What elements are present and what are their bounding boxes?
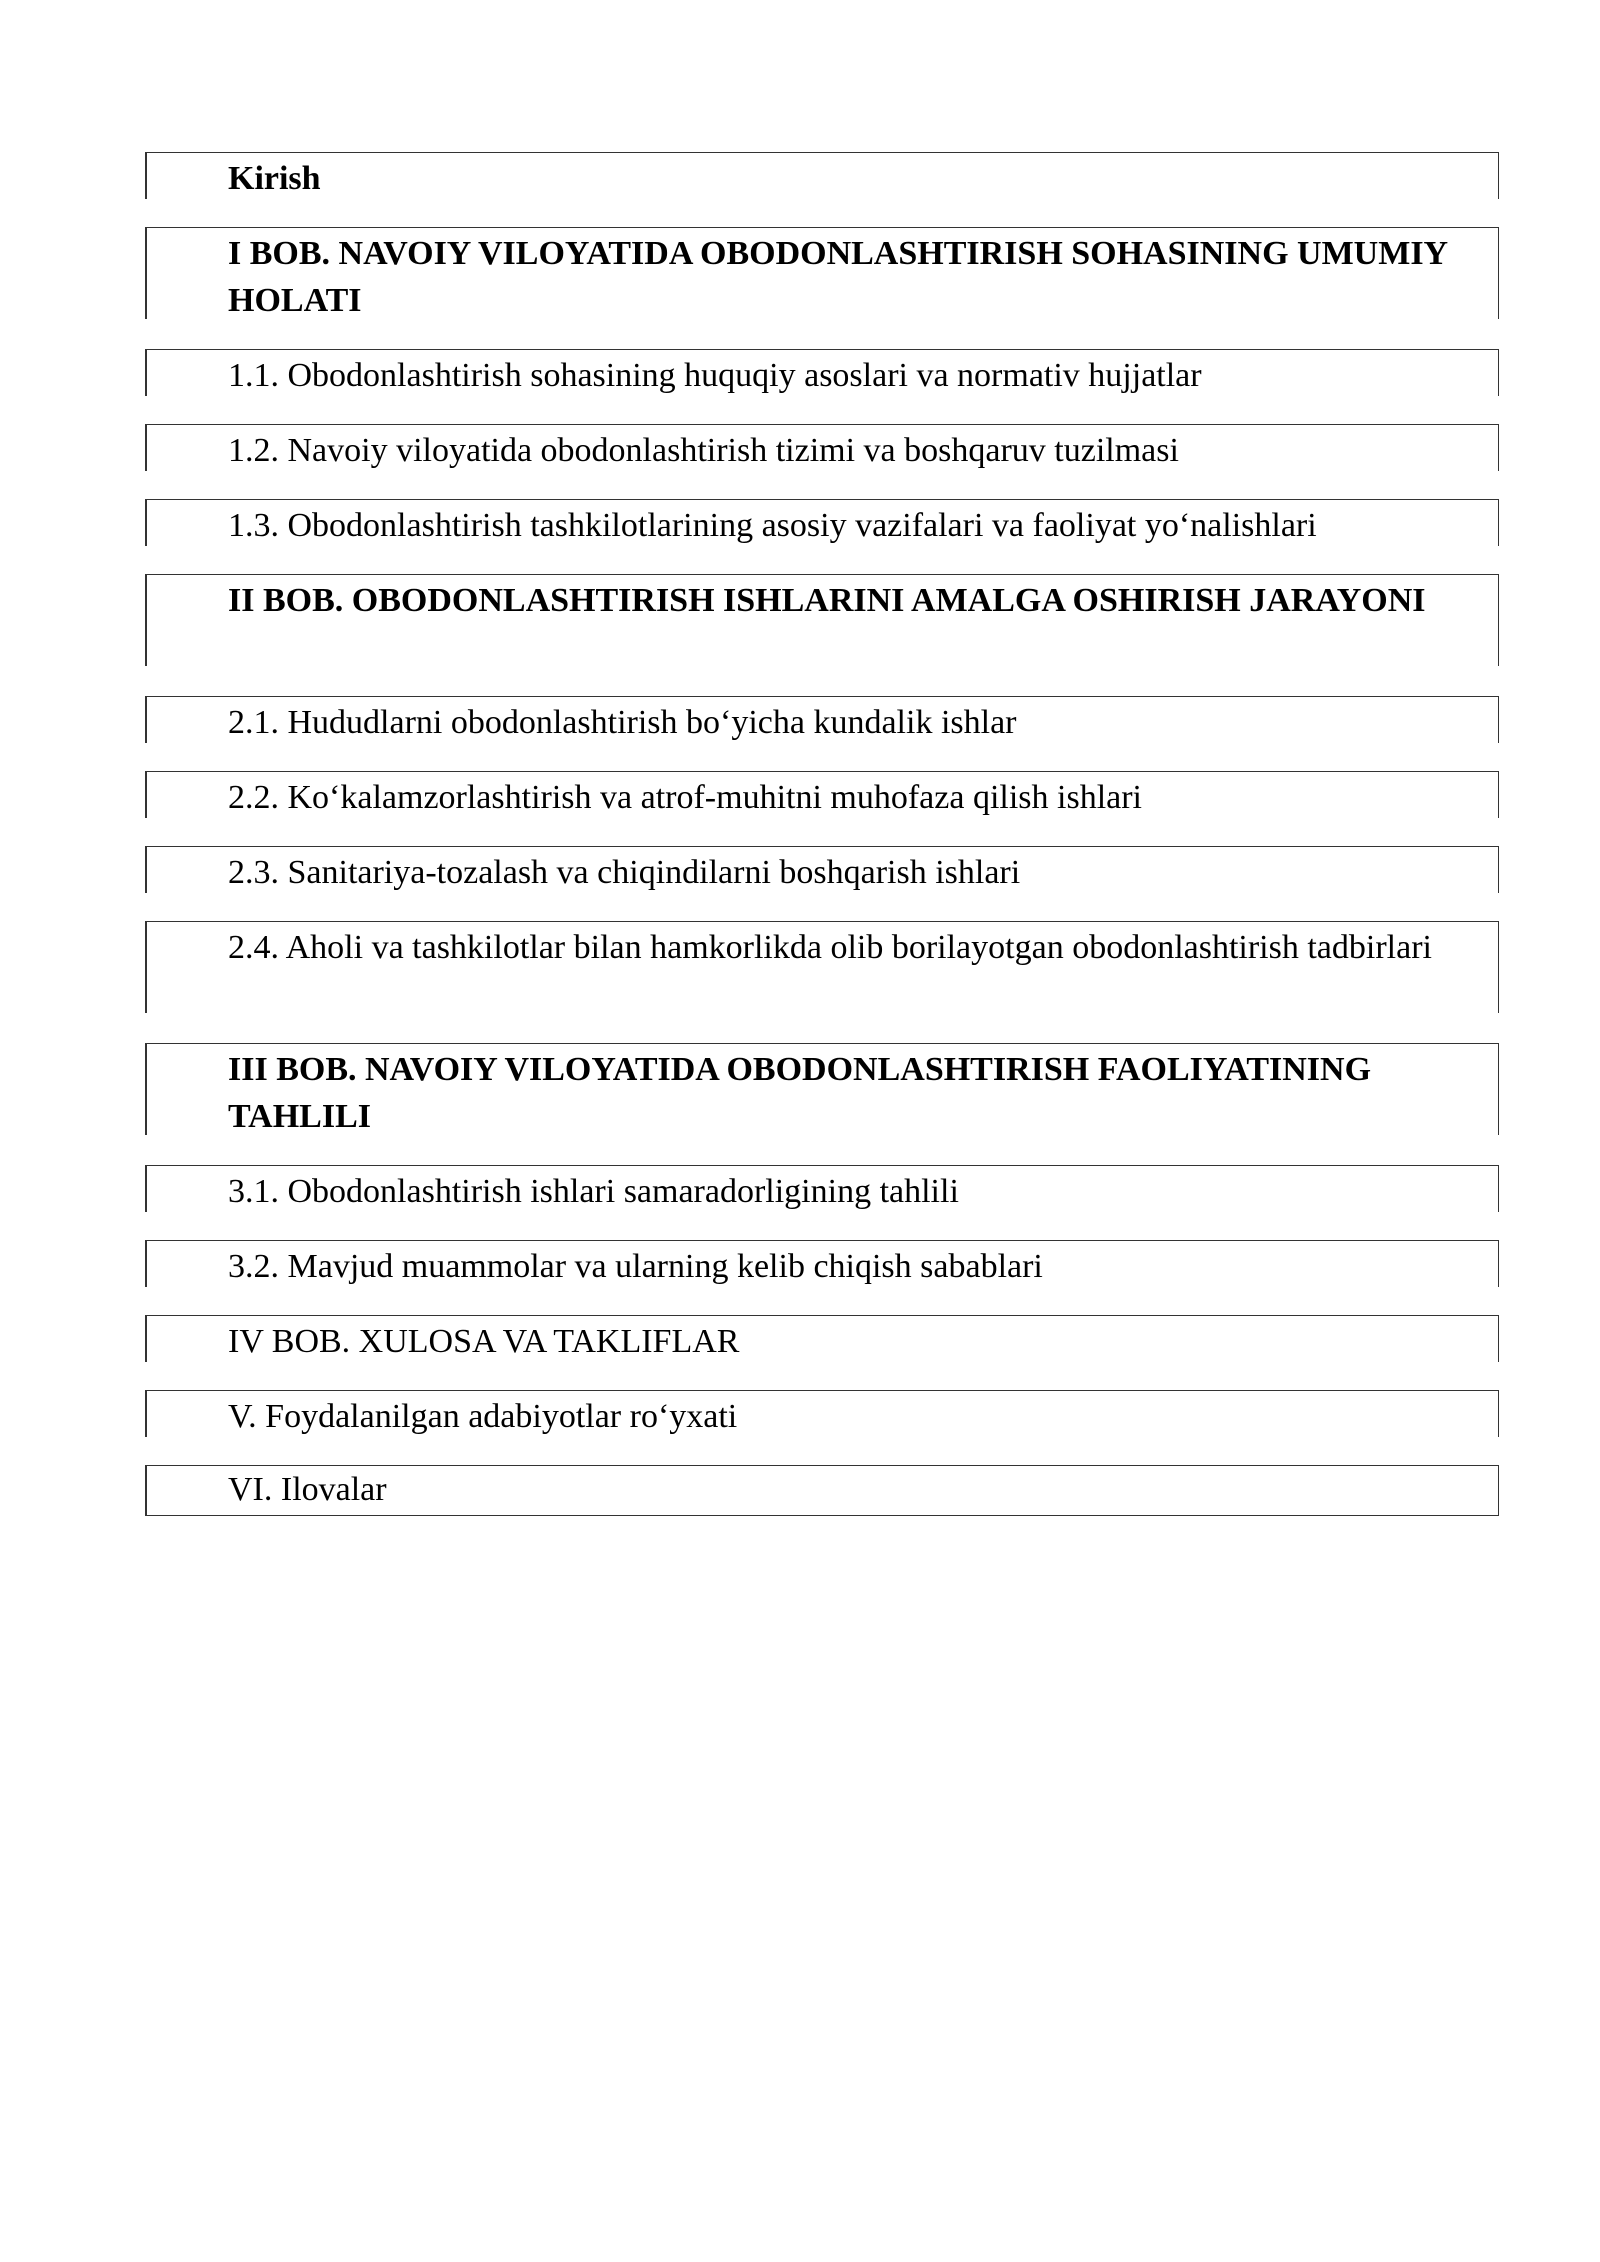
toc-entry-text: III BOB. NAVOIY VILOYATIDA OBODONLASHTIRISH FAOLIYATINING TAHLILI — [228, 1051, 1372, 1135]
toc-entry-2-3[interactable] — [145, 846, 1499, 896]
toc-entry-text: 2.3. Sanitariya-tozalash va chiqindilarni boshqarish ishlari — [228, 854, 1021, 891]
toc-entry-text: I BOB. NAVOIY VILOYATIDA OBODONLASHTIRISH SOHASINING UMUMIY HOLATI — [228, 235, 1447, 319]
toc-entry-chapter-2[interactable] — [145, 574, 1499, 669]
toc-entry-references[interactable] — [145, 1390, 1499, 1440]
toc-entry-kirish[interactable] — [145, 152, 1499, 202]
toc-entry-chapter-4[interactable] — [145, 1315, 1499, 1365]
toc-entry-text: V. Foydalanilgan adabiyotlar ro‘yxati — [228, 1398, 738, 1435]
table-of-contents — [145, 152, 1499, 1516]
toc-entry-3-2[interactable] — [145, 1240, 1499, 1290]
toc-entry-text: VI. Ilovalar — [228, 1471, 387, 1508]
toc-entry-text: IV BOB. XULOSA VA TAKLIFLAR — [228, 1323, 740, 1360]
toc-entry-appendices[interactable] — [145, 1465, 1499, 1516]
toc-entry-text: II BOB. OBODONLASHTIRISH ISHLARINI AMALGA OSHIRISH JARAYONI — [228, 582, 1426, 619]
toc-entry-text: 1.3. Obodonlashtirish tashkilotlarining asosiy vazifalari va faoliyat yo‘nalishlari — [228, 507, 1317, 544]
toc-entry-chapter-3[interactable] — [145, 1043, 1499, 1138]
toc-entry-2-4[interactable] — [145, 921, 1499, 1016]
toc-entry-text: 2.4. Aholi va tashkilotlar bilan hamkorlikda olib borilayotgan obodonlashtirish tadbirlari — [228, 929, 1432, 966]
toc-entry-3-1[interactable] — [145, 1165, 1499, 1215]
toc-entry-text: 2.2. Ko‘kalamzorlashtirish va atrof-muhitni muhofaza qilish ishlari — [228, 779, 1142, 816]
toc-entry-text: 3.2. Mavjud muammolar va ularning kelib chiqish sabablari — [228, 1248, 1043, 1285]
toc-entry-text: 1.1. Obodonlashtirish sohasining huquqiy asoslari va normativ hujjatlar — [228, 357, 1202, 394]
toc-entry-2-1[interactable] — [145, 696, 1499, 746]
toc-entry-1-3[interactable] — [145, 499, 1499, 549]
toc-entry-chapter-1[interactable] — [145, 227, 1499, 322]
toc-entry-text: 3.1. Obodonlashtirish ishlari samaradorligining tahlili — [228, 1173, 959, 1210]
toc-entry-1-2[interactable] — [145, 424, 1499, 474]
toc-entry-1-1[interactable] — [145, 349, 1499, 399]
toc-entry-text: Kirish — [228, 160, 321, 197]
toc-entry-2-2[interactable] — [145, 771, 1499, 821]
toc-entry-text: 2.1. Hududlarni obodonlashtirish bo‘yicha kundalik ishlar — [228, 704, 1017, 741]
toc-entry-text: 1.2. Navoiy viloyatida obodonlashtirish tizimi va boshqaruv tuzilmasi — [228, 432, 1179, 469]
